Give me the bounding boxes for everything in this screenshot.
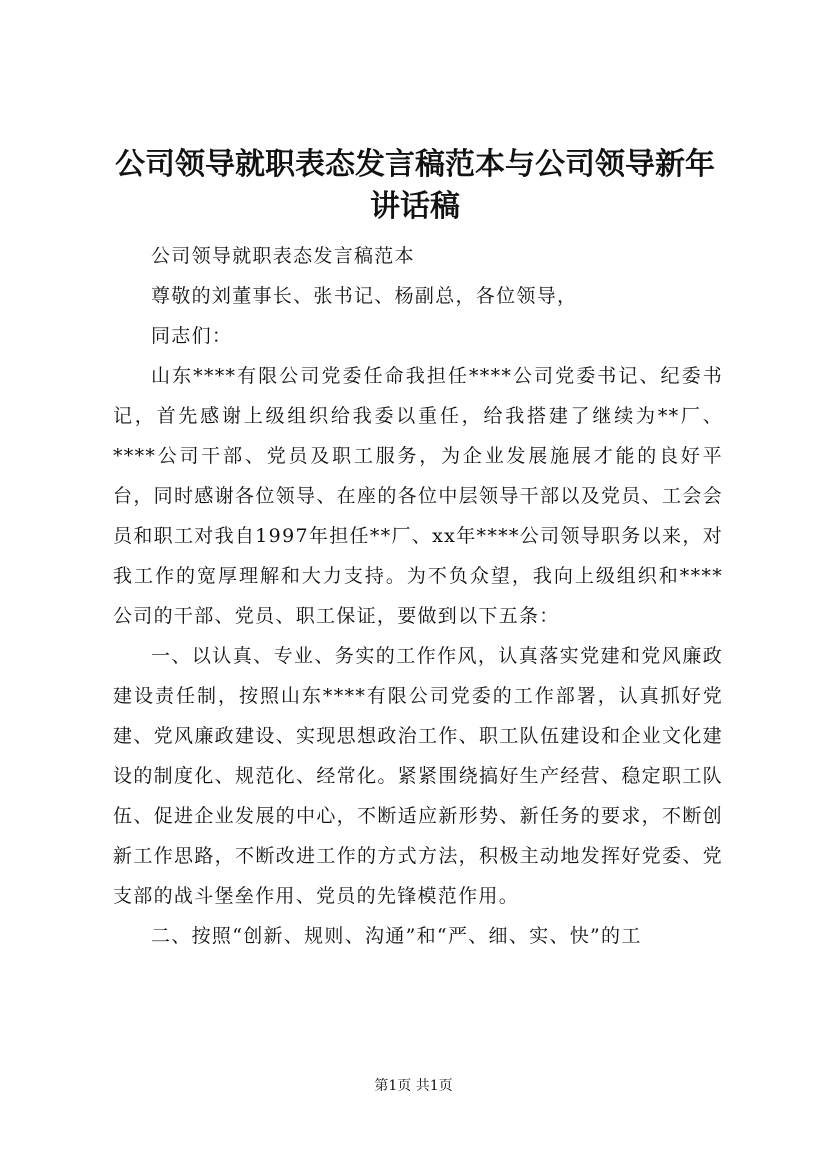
paragraph-point-two: 二、按照“创新、规则、沟通”和“严、细、实、快”的工 [151,925,642,947]
paragraph-intro: 山东****有限公司党委任命我担任****公司党委书记、纪委书记，首先感谢上级组织给我委以重任，给我搭建了继续为**厂、****公司干部、党员及职工服务，为企业发展施展才能的良好平台，同时感谢各位领导、在座的各位中层领导干部以及党员、工会会员和职工对我自1997年担任**厂、xx年****公司领导职务以来，对我工作的宽厚理解和大力支持。为不负众望，我向上级组织和****公司的干部、党员、职工保证，要做到以下五条： [113,365,723,627]
paragraph-subtitle: 公司领导就职表态发言稿范本 [151,245,415,267]
paragraph-greeting: 同志们： [151,325,233,347]
paragraph-point-one: 一、以认真、专业、务实的工作作风，认真落实党建和党风廉政建设责任制，按照山东****有限公司党委的工作部署，认真抓好党建、党风廉政建设、实现思想政治工作、职工队伍建设和企业文化建设的制度化、规范化、经常化。紧紧围绕搞好生产经营、稳定职工队伍、促进企业发展的中心，不断适应新形势、新任务的要求，不断创新工作思路，不断改进工作的方式方法，积极主动地发挥好党委、党支部的战斗堡垒作用、党员的先锋模范作用。 [113,645,723,907]
document-body [113,236,723,956]
paragraph-salutation: 尊敬的刘董事长、张书记、杨副总，各位领导， [151,285,578,307]
page-number-footer: 第1页 共1页 [374,1078,453,1094]
document-title: 公司领导就职表态发言稿范本与公司领导新年讲话稿 [115,147,715,224]
